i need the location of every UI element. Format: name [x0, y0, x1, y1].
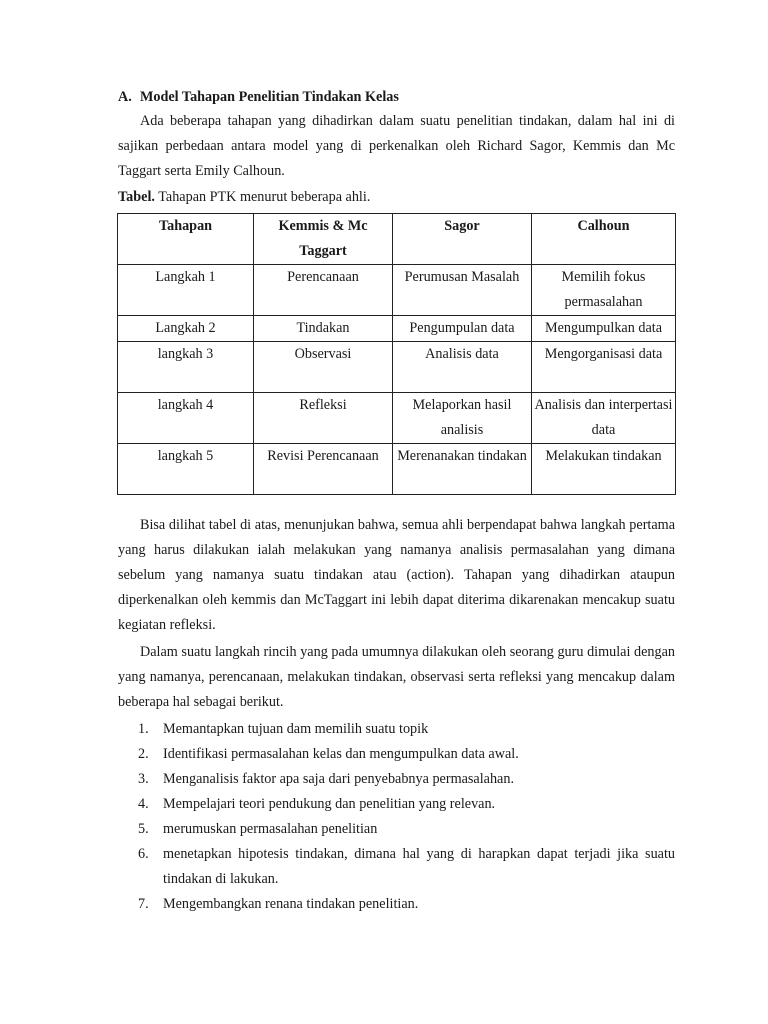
section-title: Model Tahapan Penelitian Tindakan Kelas	[140, 89, 399, 105]
table-cell: Melaporkan hasil analisis	[393, 393, 532, 444]
list-number: 6.	[138, 846, 149, 862]
list-text: Mempelajari teori pendukung dan penelitian yang relevan.	[163, 796, 496, 812]
table-cell: Memilih fokus permasalahan	[532, 265, 676, 316]
table-cell: Mengumpulkan data	[532, 316, 676, 342]
list-item	[138, 717, 675, 742]
table-cell: Perumusan Masalah	[393, 265, 532, 316]
list-text: Menganalisis faktor apa saja dari penyebabnya permasalahan.	[163, 771, 514, 787]
list-number: 1.	[138, 721, 149, 737]
header-tahapan: Tahapan	[118, 214, 254, 265]
steps-list	[138, 717, 675, 917]
header-calhoun: Calhoun	[532, 214, 676, 265]
section-letter: A.	[118, 89, 132, 105]
list-item	[138, 817, 675, 842]
intro-paragraph: Ada beberapa tahapan yang dihadirkan dalam suatu penelitian tindakan, dalam hal ini di sajikan perbedaan antara model yang di perkenalkan oleh Richard Sagor, Kemmis dan Mc Taggart serta Emily Calhoun.	[118, 113, 675, 179]
table-cell: Langkah 2	[118, 316, 254, 342]
list-number: 4.	[138, 796, 149, 812]
list-text: menetapkan hipotesis tindakan, dimana hal yang di harapkan dapat terjadi jika suatu tindakan di lakukan.	[163, 846, 675, 887]
table-cell: Merenanakan tindakan	[393, 444, 532, 495]
table-cell: Melakukan tindakan	[532, 444, 676, 495]
caption-label: Tabel.	[118, 189, 155, 205]
analysis-paragraph: Bisa dilihat tabel di atas, menunjukan bahwa, semua ahli berpendapat bahwa langkah pertama yang harus dilakukan ialah melakukan yang namanya analisis permasalahan yang dimana sebelum yang namanya suatu tindakan atau (action). Tahapan yang dihadirkan ataupun diperkenalkan oleh kemmis dan McTaggart ini lebih dapat diterima dikarenakan mencakup suatu kegiatan refleksi.	[118, 517, 675, 633]
table-cell: langkah 5	[118, 444, 254, 495]
list-text: Identifikasi permasalahan kelas dan mengumpulkan data awal.	[163, 746, 519, 762]
list-item	[138, 742, 675, 767]
list-number: 5.	[138, 821, 149, 837]
list-item	[138, 842, 675, 892]
table-cell: Revisi Perencanaan	[254, 444, 393, 495]
list-number: 3.	[138, 771, 149, 787]
section-heading	[118, 87, 678, 107]
table-row	[118, 265, 676, 316]
table-cell: Pengumpulan data	[393, 316, 532, 342]
list-number: 2.	[138, 746, 149, 762]
table-row	[118, 393, 676, 444]
ptk-stages-table	[117, 213, 676, 495]
table-cell: Tindakan	[254, 316, 393, 342]
table-cell: Refleksi	[254, 393, 393, 444]
list-text: merumuskan permasalahan penelitian	[163, 821, 378, 837]
table-cell: Mengorganisasi data	[532, 342, 676, 393]
caption-text: Tahapan PTK menurut beberapa ahli.	[158, 189, 371, 205]
table-row	[118, 342, 676, 393]
list-number: 7.	[138, 896, 149, 912]
list-item	[138, 792, 675, 817]
table-cell: Analisis dan interpertasi data	[532, 393, 676, 444]
steps-intro-paragraph: Dalam suatu langkah rincih yang pada umumnya dilakukan oleh seorang guru dimulai dengan yang namanya, perencanaan, melakukan tindakan, observasi serta refleksi yang mencakup dalam beberapa hal sebagai berikut.	[118, 644, 675, 710]
table-cell: Observasi	[254, 342, 393, 393]
list-text: Memantapkan tujuan dam memilih suatu topik	[163, 721, 429, 737]
table-row	[118, 444, 676, 495]
table-cell: langkah 3	[118, 342, 254, 393]
table-caption	[118, 185, 370, 210]
table-cell: Analisis data	[393, 342, 532, 393]
table-row	[118, 316, 676, 342]
table-cell: Perencanaan	[254, 265, 393, 316]
list-item	[138, 767, 675, 792]
table-cell: langkah 4	[118, 393, 254, 444]
list-text: Mengembangkan renana tindakan penelitian.	[163, 896, 419, 912]
header-sagor: Sagor	[393, 214, 532, 265]
list-item	[138, 892, 675, 917]
table-header-row	[118, 214, 676, 265]
header-kemmis: Kemmis & Mc Taggart	[254, 214, 393, 265]
table-cell: Langkah 1	[118, 265, 254, 316]
